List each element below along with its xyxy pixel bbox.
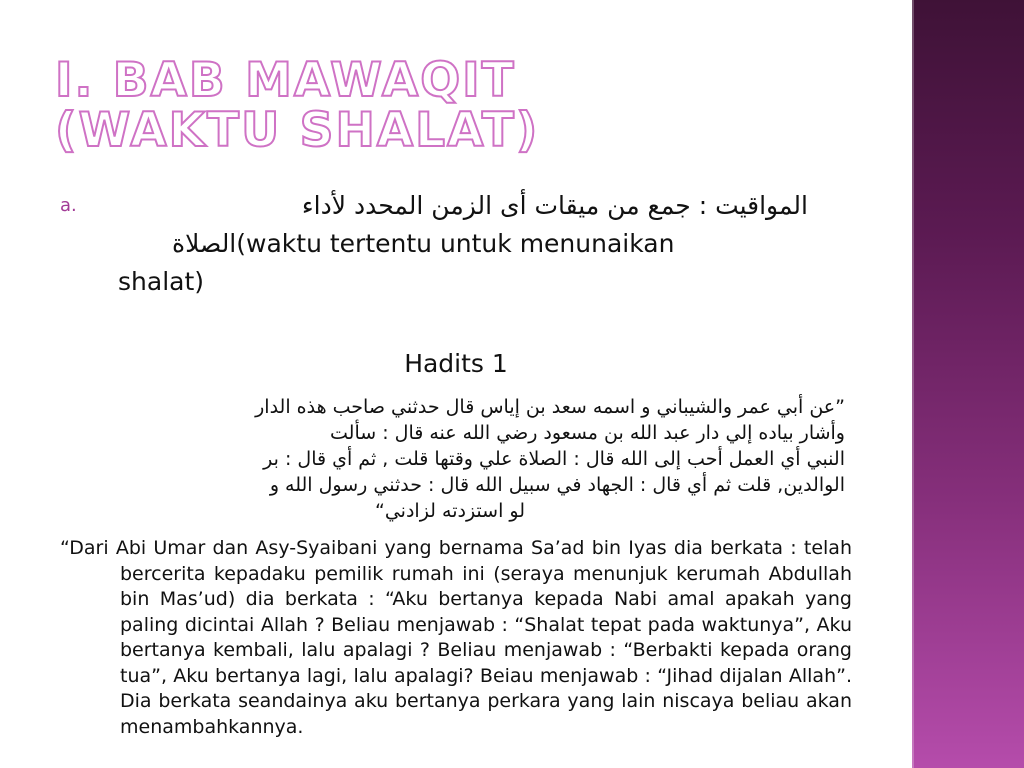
definition-latin-line: shalat) (118, 267, 205, 296)
definition-arabic-line: المواقيت : جمع من ميقات أى الزمن المحدد لأداء (301, 191, 808, 220)
hadits-arabic-line: الوالدين, قلت ثم أي قال : الجهاد في سبيل الله قال : حدثني رسول الله و (269, 474, 845, 496)
definition-mixed-line: الصلاة(waktu tertentu untuk menunaikan (172, 229, 675, 258)
hadits-arabic-text (55, 394, 845, 524)
definition-text (118, 187, 838, 301)
side-panel-edge (912, 0, 914, 768)
hadits-arabic-line: وأشار بياده إلي دار عبد الله بن مسعود رضي الله عنه قال : سألت (330, 422, 845, 444)
slide-title-line-1: I. BAB MAWAQIT (55, 53, 516, 108)
hadits-heading: Hadits 1 (404, 349, 508, 378)
slide-title (55, 53, 875, 158)
slide-title-line-2: (WAKTU SHALAT) (55, 103, 540, 158)
hadits-arabic-line: ”عن أبي عمر والشيباني و اسمه سعد بن إياس قال حدثني صاحب هذه الدار (255, 396, 845, 418)
hadits-arabic-line: النبي أي العمل أحب إلى الله قال : الصلاة علي وقتها قلت , ثم أي قال : بر (263, 448, 845, 470)
bullet-marker: a. (60, 195, 77, 216)
hadits-translation: “Dari Abi Umar dan Asy-Syaibani yang bernama Sa’ad bin Iyas dia berkata : telah bercerita kepadaku pemilik rumah ini (seraya menunjuk kerumah Abdullah bin Mas’ud) dia berkata : “Aku bertanya kepada Nabi amal apakah yang paling dicintai Allah ? Beliau menjawab : “Shalat tepat pada waktunya”, Aku bertanya kembali, lalu apalagi ? Beliau menjawab : “Berbakti kepada orang tua”, Aku bertanya lagi, lalu apalagi? Beiau menjawab : “Jihad dijalan Allah”. Dia berkata seandainya aku bertanya perkara yang lain niscaya beliau akan menambahkannya. (60, 537, 852, 738)
hadits-arabic-line: لو استزدته لزادني“ (374, 500, 525, 522)
decorative-side-panel (912, 0, 1024, 768)
